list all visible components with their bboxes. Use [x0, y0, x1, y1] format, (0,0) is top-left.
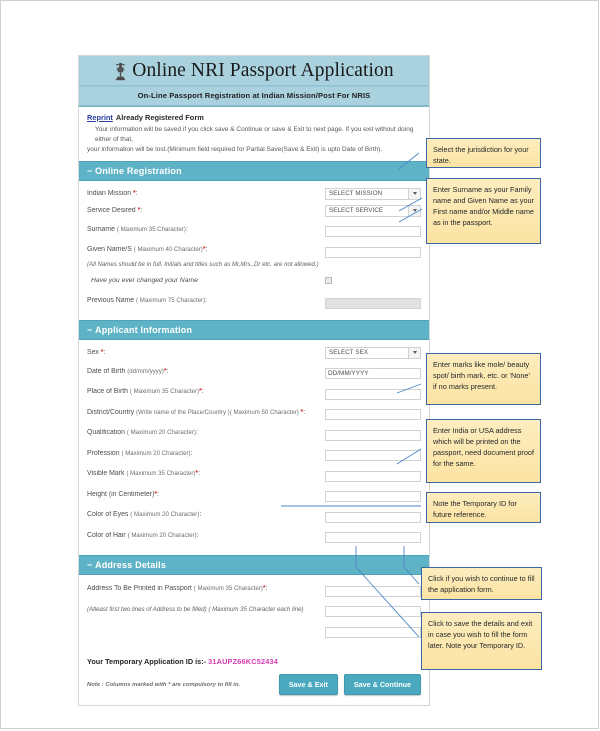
applicant-information-fields [79, 340, 429, 555]
collapse-icon[interactable]: − [87, 166, 93, 177]
field-row-address-line-2 [87, 600, 421, 618]
label-text: Previous Name [87, 297, 137, 305]
input-previous-name [325, 298, 421, 309]
field-row-visible-mark [87, 465, 421, 483]
label-sub: (dd/mm/yyyy) [127, 367, 164, 375]
required-star: * [154, 490, 158, 498]
input-address-line-1[interactable] [325, 586, 421, 597]
input-address-line-3[interactable] [325, 627, 421, 638]
section-header-address-details[interactable] [79, 555, 429, 575]
label-color-of-eyes: Color of Eyes ( Maximum 20 Character): [87, 511, 202, 519]
ashoka-emblem-icon [114, 61, 127, 81]
reprint-line [87, 113, 421, 122]
input-surname[interactable] [325, 226, 421, 237]
required-star: * [163, 367, 167, 375]
callout-save-exit [421, 612, 542, 670]
temporary-id-value: 31AUPZ66KC52434 [208, 657, 279, 667]
label-sub: ( Maximum 20 Character) [121, 449, 191, 457]
compulsory-note: Note : Columns marked with * are compulsory to fill in. [87, 682, 241, 689]
form-footer [79, 668, 429, 705]
label-surname: Surname ( Maximum 35 Character): [87, 225, 188, 233]
label-sub: ( Maximum 35 Character) [126, 470, 196, 478]
label-previous-name: Previous Name ( Maximum 75 Character): [87, 297, 208, 305]
label-text: Service Desired [87, 207, 138, 214]
label-text: Sex [87, 349, 101, 356]
label-indian-mission: Indian Mission *: [87, 190, 138, 197]
address-hint: (Atleast first two lines of Address to be filled) ( Maximum 35 Character each line) [87, 605, 304, 613]
label-text: District/Country [87, 408, 137, 416]
label-sub: ( Maximum 35 Character) [193, 585, 263, 593]
select-sex[interactable] [325, 347, 421, 359]
label-sub: ( Maximum 20 Character) [127, 531, 197, 539]
reprint-link[interactable]: Reprint [87, 113, 113, 122]
label-sex: Sex *: [87, 349, 106, 356]
passport-application-form [78, 55, 430, 706]
required-star: * [300, 408, 304, 416]
label-visible-mark: Visible Mark ( Maximum 35 Character)*: [87, 470, 201, 478]
form-action-buttons [279, 674, 421, 695]
label-sub: ( Maximum 75 Character) [136, 297, 206, 305]
field-row-surname [87, 220, 421, 238]
section-header-applicant-information[interactable] [79, 320, 429, 340]
chevron-down-icon[interactable] [408, 189, 420, 199]
label-changed-name: Have you ever changed your Name [91, 276, 198, 284]
label-text: Date of Birth [87, 367, 128, 375]
label-color-of-hair: Color of Hair ( Maximum 20 Character): [87, 531, 199, 539]
input-address-line-2[interactable] [325, 606, 421, 617]
save-continue-button[interactable]: Save & Continue [344, 674, 421, 695]
select-service-desired[interactable] [325, 205, 421, 217]
label-text: Indian Mission [87, 190, 133, 197]
input-color-of-eyes[interactable] [325, 512, 421, 523]
label-text: Qualification [87, 429, 127, 437]
form-subtitle-band [79, 86, 429, 105]
label-date-of-birth: Date of Birth (dd/mm/yyyy)*: [87, 367, 169, 375]
field-row-given-name [87, 241, 421, 259]
input-color-of-hair[interactable] [325, 532, 421, 543]
callout-save-continue-text: Click if you wish to continue to fill the application form. [428, 574, 535, 595]
select-indian-mission-value: SELECT MISSION [329, 190, 383, 197]
field-row-service-desired [87, 203, 421, 218]
input-given-name[interactable] [325, 247, 421, 258]
label-text: Address To Be Printed in Passport [87, 585, 194, 593]
select-service-desired-value: SELECT SERVICE [329, 207, 384, 214]
field-row-color-of-hair [87, 526, 421, 544]
field-row-indian-mission [87, 186, 421, 201]
instruction-line-1: Your information will be saved if you click save & Continue or save & Exit to next page. If you exit without doing either of that, [95, 126, 414, 143]
callout-address [426, 419, 541, 483]
chevron-down-icon[interactable] [408, 348, 420, 358]
required-star: * [195, 470, 199, 478]
label-text: Color of Eyes [87, 511, 131, 519]
label-service-desired: Service Desired *: [87, 207, 143, 214]
input-profession[interactable] [325, 450, 421, 461]
temporary-application-id-row [79, 649, 429, 668]
instructions-block [79, 105, 429, 161]
label-height: Height (in Centimeter)*: [87, 490, 160, 498]
select-indian-mission[interactable] [325, 188, 421, 200]
required-star: * [132, 190, 136, 197]
label-sub: ( Maximum 20 Character) [126, 429, 196, 437]
names-note: (All Names should be in full. Initials and titles such as Mr,Mrs.,Dr etc. are not allowed.) [87, 261, 319, 269]
input-date-of-birth[interactable] [325, 368, 421, 379]
label-text: Profession [87, 449, 122, 457]
field-row-district-country [87, 403, 421, 421]
label-qualification: Qualification ( Maximum 20 Character): [87, 429, 198, 437]
field-row-height [87, 485, 421, 503]
address-details-fields [79, 575, 429, 650]
field-row-qualification [87, 424, 421, 442]
callout-save-exit-text: Click to save the details and exit in case you wish to fill the form later. Note your Temporary ID. [428, 619, 533, 651]
reprint-suffix-text: Already Registered Form [115, 113, 204, 122]
label-text: Visible Mark [87, 470, 127, 478]
collapse-icon[interactable]: − [87, 325, 93, 336]
input-qualification[interactable] [325, 430, 421, 441]
label-text: Surname [87, 225, 117, 233]
label-profession: Profession ( Maximum 20 Character): [87, 449, 193, 457]
label-district-country: District/Country (Write name of the Place/Country )( Maximum 50 Character) *: [87, 408, 306, 416]
field-row-color-of-eyes [87, 506, 421, 524]
field-row-changed-name [87, 271, 421, 289]
temporary-id-label: Your Temporary Application ID is:- [87, 657, 207, 667]
callout-address-text: Enter India or USA address which will be printed on the passport, need document proof for the same. [433, 426, 535, 469]
callout-save-continue [421, 567, 542, 600]
callout-visible-mark [426, 353, 541, 405]
save-exit-button[interactable]: Save & Exit [279, 674, 338, 695]
form-subtitle: On-Line Passport Registration at Indian Mission/Post For NRIS [79, 87, 429, 105]
callout-surname-text: Enter Surname as your Family name and Given Name as your First name and/or Middle name as in the passport. [433, 185, 534, 228]
checkbox-changed-name[interactable] [325, 277, 332, 284]
field-row-address-line-1 [87, 580, 421, 598]
section-header-online-registration[interactable] [79, 161, 429, 181]
online-registration-fields [79, 181, 429, 320]
required-star: * [100, 349, 104, 356]
input-district-country[interactable] [325, 409, 421, 420]
field-row-profession [87, 444, 421, 462]
label-sub: (Write name of the Place/Country )( Maximum 50 Character) [136, 408, 301, 416]
page-title: Online NRI Passport Application [132, 60, 394, 81]
required-star: * [262, 585, 266, 593]
field-row-sex [87, 345, 421, 360]
section-title-address-details: Address Details [95, 559, 167, 570]
chevron-down-icon[interactable] [408, 206, 420, 216]
field-row-date-of-birth [87, 362, 421, 380]
callout-jurisdiction-text: Select the jurisdiction for your state. [433, 145, 529, 166]
required-star: * [199, 388, 202, 396]
label-place-of-birth: Place of Birth ( Maximum 35 Character)*: [87, 388, 204, 396]
section-title-applicant-information: Applicant Information [95, 325, 193, 336]
callout-temp-id [426, 492, 541, 523]
label-sub: ( Maximum 35 Character) [129, 388, 199, 396]
label-text: Place of Birth [87, 388, 130, 396]
field-row-address-line-3 [87, 621, 421, 639]
collapse-icon[interactable]: − [87, 559, 93, 570]
label-sub: ( Maximum 20 Character) [130, 511, 200, 519]
label-sub: ( Maximum 40 Character) [133, 246, 203, 254]
input-height[interactable] [325, 491, 421, 502]
callout-temp-id-text: Note the Temporary ID for future reference. [433, 499, 517, 520]
select-sex-value: SELECT SEX [329, 349, 369, 356]
required-star: * [137, 207, 141, 214]
instructions-text [87, 125, 421, 154]
section-title-online-registration: Online Registration [95, 166, 182, 177]
label-text: Color of Hair [87, 531, 128, 539]
callout-visible-mark-text: Enter marks like mole/ beauty spot/ birth mark, etc. or 'None' if no marks present. [433, 360, 530, 392]
instruction-line-2: your information will be lost.(Minimum field required for Partial Save(Save & Exit) is upto Date of Birth). [87, 145, 383, 153]
required-star: * [202, 246, 206, 254]
input-place-of-birth[interactable] [325, 389, 421, 400]
label-text: Given Name/S [87, 246, 134, 254]
label-address: Address To Be Printed in Passport ( Maximum 35 Character)*: [87, 585, 268, 593]
label-given-name: Given Name/S ( Maximum 40 Character)*: [87, 246, 208, 254]
field-row-previous-name [87, 292, 421, 310]
field-row-place-of-birth [87, 383, 421, 401]
form-header [79, 56, 429, 86]
callout-surname [426, 178, 541, 244]
callout-jurisdiction [426, 138, 541, 168]
input-visible-mark[interactable] [325, 471, 421, 482]
label-sub: ( Maximum 35 Character) [116, 225, 186, 233]
label-text: Height (in Centimeter) [87, 490, 155, 498]
